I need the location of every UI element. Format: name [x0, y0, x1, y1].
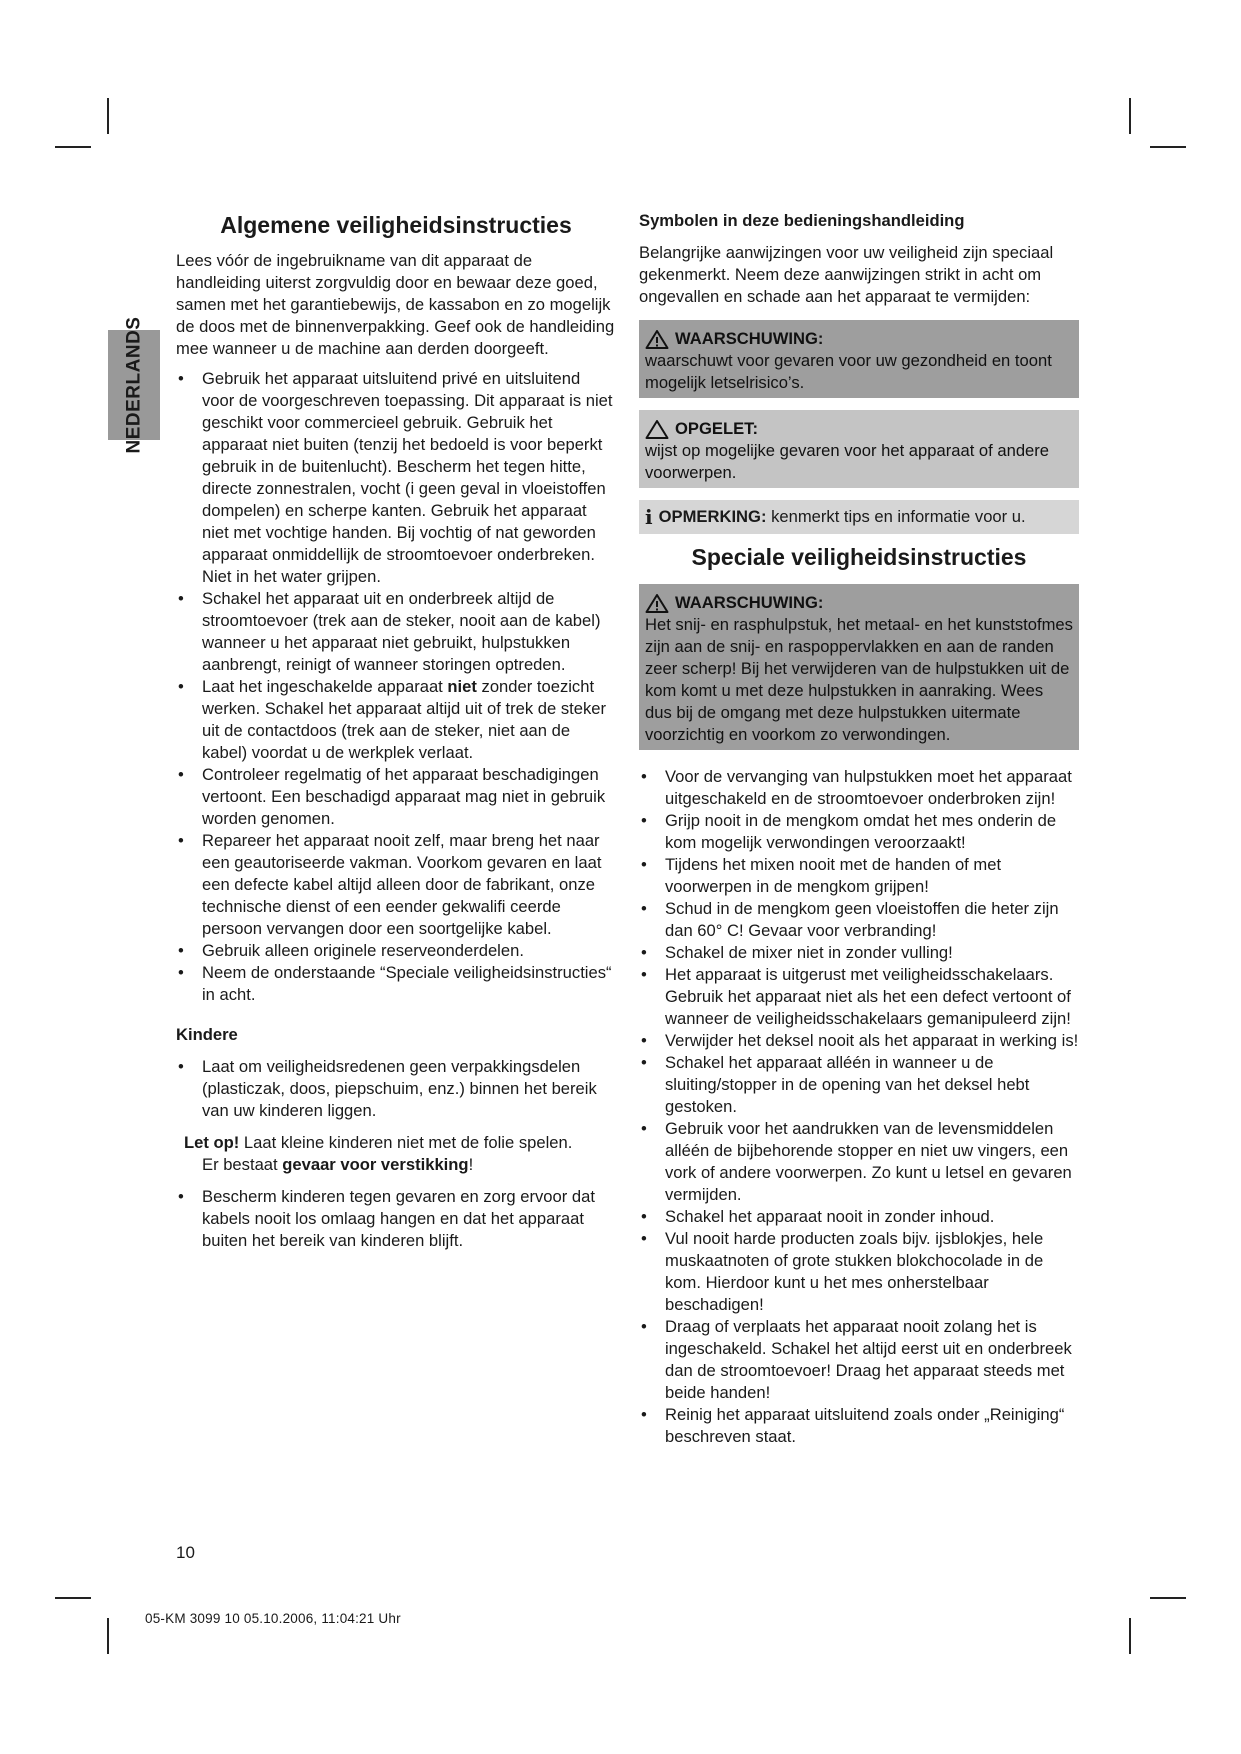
children-note: Let op! Laat kleine kinderen niet met de folie spelen. Er bestaat gevaar voor verstikking! — [184, 1133, 573, 1174]
list-item: • Vul nooit harde producten zoals bijv. ijsblokjes, hele muskaatnoten of grote stukken blokchocolade in de kom. Hierdoor kunt u het mes onherstelbaar beschadigen! — [639, 1228, 1079, 1316]
list-item: • Laat het ingeschakelde apparaat niet zonder toezicht werken. Schakel het apparaat altijd uit of trek de steker uit de contactdoos (trek aan de steker, niet aan de kabel) voordat u de werkplek verlaat. — [176, 676, 616, 764]
list-item: • Voor de vervanging van hulpstukken moet het apparaat uitgeschakeld en de stroomtoevoer onderbroken zijn! — [639, 766, 1079, 810]
caution-triangle-icon — [645, 419, 669, 439]
list-item: • Bescherm kinderen tegen gevaren en zorg ervoor dat kabels nooit los omlaag hangen en dat het apparaat buiten het bereik van kinderen blijft. — [176, 1186, 616, 1252]
info-icon: i — [645, 505, 653, 529]
list-item: • Controleer regelmatig of het apparaat beschadigingen vertoont. Een beschadigd apparaat mag niet in gebruik worden genomen. — [176, 764, 616, 830]
special-safety-list — [639, 766, 1079, 1448]
language-label: NEDERLANDS — [123, 316, 145, 454]
list-item: • Schakel het apparaat uit en onderbreek altijd de stroomtoevoer (trek aan de steker, nooit aan de kabel) wanneer u het apparaat niet gebruikt, hulpstukken aanbrengt, reinigt of wanneer storingen optreden. — [176, 588, 616, 676]
list-item: • Draag of verplaats het apparaat nooit zolang het is ingeschakeld. Schakel het altijd eerst uit en onderbreek dan de stroomtoevoer! Draag het apparaat steeds met beide handen! — [639, 1316, 1079, 1404]
list-item: • Het apparaat is uitgerust met veiligheidsschakelaars. Gebruik het apparaat niet als het een defect vertoont of wanneer de veiligheidsschakelaars gemanipuleerd zijn! — [639, 964, 1079, 1030]
list-item: • Schakel het apparaat alléén in wanneer u de sluiting/stopper in de opening van het deksel hebt gestoken. — [639, 1052, 1079, 1118]
crop-mark-top-left-h — [55, 146, 91, 148]
special-warning-text: Het snij- en rasphulpstuk, het metaal- en het kunststofmes zijn aan de snij- en raspoppervlakken en aan de randen zeer scherp! Bij het verwijderen van de hulpstukken uit de kom komt u met deze hulpstukken in aanraking. Wees dus bij de omgang met deze hulpstukken uitermate voorzichtig en voorkom zo verwondingen. — [645, 615, 1073, 744]
caution-text: wijst op mogelijke gevaren voor het apparaat of andere voorwerpen. — [645, 441, 1050, 482]
warning-triangle-icon — [645, 593, 669, 613]
list-item: • Gebruik het apparaat uitsluitend privé en uitsluitend voor de voorgeschreven toepassing. Dit apparaat is niet geschikt voor commercieel gebruik. Gebruik het apparaat niet buiten (tenzij het bedoeld is voor beperkt gebruik in de buitenlucht). Bescherm het tegen hitte, directe zonnestralen, vocht (i geen geval in vloeistoffen dompelen) en scherpe kanten. Gebruik het apparaat niet met vochtige handen. Bij vochtig of nat geworden apparaat onmiddellijk de stroomtoevoer onderbreken. Niet in het water grijpen. — [176, 368, 616, 588]
general-safety-title: Algemene veiligheidsinstructies — [220, 212, 572, 238]
crop-mark-top-left-v — [107, 98, 109, 134]
general-safety-intro: Lees vóór de ingebruikname van dit apparaat de handleiding uiterst zorgvuldig door en bewaar deze goed, samen met het garantiebewijs, de kassabon en zo mogelijk de doos met de binnenverpakking. Geef ook de handleiding mee wanneer u de machine aan derden doorgeeft. — [176, 251, 615, 358]
warning-box — [639, 320, 1079, 398]
print-footer: 05-KM 3099 10 05.10.2006, 11:04:21 Uhr — [145, 1611, 401, 1626]
list-item: • Grijp nooit in de mengkom omdat het mes onderin de kom mogelijk verwondingen veroorzaakt! — [639, 810, 1079, 854]
list-item: • Schud in de mengkom geen vloeistoffen die heter zijn dan 60° C! Gevaar voor verbranding! — [639, 898, 1079, 942]
list-item: • Schakel het apparaat nooit in zonder inhoud. — [639, 1206, 1079, 1228]
symbols-heading: Symbolen in deze bedieningshandleiding — [639, 211, 965, 230]
list-item: • Verwijder het deksel nooit als het apparaat in werking is! — [639, 1030, 1079, 1052]
children-heading: Kindere — [176, 1025, 238, 1044]
list-item: • Schakel de mixer niet in zonder vulling! — [639, 942, 1079, 964]
crop-mark-top-right-h — [1150, 146, 1186, 148]
crop-mark-bottom-right-v — [1129, 1618, 1131, 1654]
page-number: 10 — [176, 1543, 195, 1562]
right-column — [639, 210, 1079, 1448]
children-list-2 — [176, 1186, 616, 1252]
list-item: • Tijdens het mixen nooit met de handen of met voorwerpen in de mengkom grijpen! — [639, 854, 1079, 898]
special-safety-title: Speciale veiligheidsinstructies — [691, 544, 1027, 570]
list-item: • Laat om veiligheidsredenen geen verpakkingsdelen (plasticzak, doos, piepschuim, enz.) binnen het bereik van uw kinderen liggen. — [176, 1056, 616, 1122]
special-warning-label: WAARSCHUWING: — [675, 593, 824, 612]
left-column — [176, 210, 616, 1252]
caution-box — [639, 410, 1079, 488]
warning-text: waarschuwt voor gevaren voor uw gezondheid en toont mogelijk letselrisico’s. — [645, 351, 1052, 392]
list-item: • Gebruik alleen originele reserveonderdelen. — [176, 940, 616, 962]
caution-label: OPGELET: — [675, 419, 758, 438]
note-label: OPMERKING: — [658, 507, 767, 526]
crop-mark-bottom-left-h — [55, 1597, 91, 1599]
list-item: • Neem de onderstaande “Speciale veiligheidsinstructies“ in acht. — [176, 962, 616, 1006]
special-warning-box — [639, 584, 1079, 750]
warning-label: WAARSCHUWING: — [675, 329, 824, 348]
list-item: • Reinig het apparaat uitsluitend zoals onder „Reiniging“ beschreven staat. — [639, 1404, 1079, 1448]
general-safety-list — [176, 368, 616, 1006]
warning-triangle-icon — [645, 329, 669, 349]
list-item: • Gebruik voor het aandrukken van de levensmiddelen alléén de bijbehorende stopper en niet uw vingers, een vork of andere voorwerpen. Zo kunt u letsel en gevaren vermijden. — [639, 1118, 1079, 1206]
symbols-intro: Belangrijke aanwijzingen voor uw veiligheid zijn speciaal gekenmerkt. Neem deze aanwijzingen strikt in acht om ongevallen en schade aan het apparaat te vermijden: — [639, 243, 1054, 306]
crop-mark-top-right-v — [1129, 98, 1131, 134]
list-item: • Repareer het apparaat nooit zelf, maar breng het naar een geautoriseerde vakman. Voorkom gevaren en laat een defecte kabel altijd alleen door de fabrikant, onze technische dienst of een eender gekwalifi ceerde persoon vervangen door een soortgelijke kabel. — [176, 830, 616, 940]
note-label: Let op! — [184, 1133, 240, 1152]
note-box: i OPMERKING: kenmerkt tips en informatie voor u. — [639, 500, 1079, 534]
language-side-tab — [108, 316, 160, 454]
children-list — [176, 1056, 616, 1122]
crop-mark-bottom-left-v — [107, 1618, 109, 1654]
crop-mark-bottom-right-h — [1150, 1597, 1186, 1599]
